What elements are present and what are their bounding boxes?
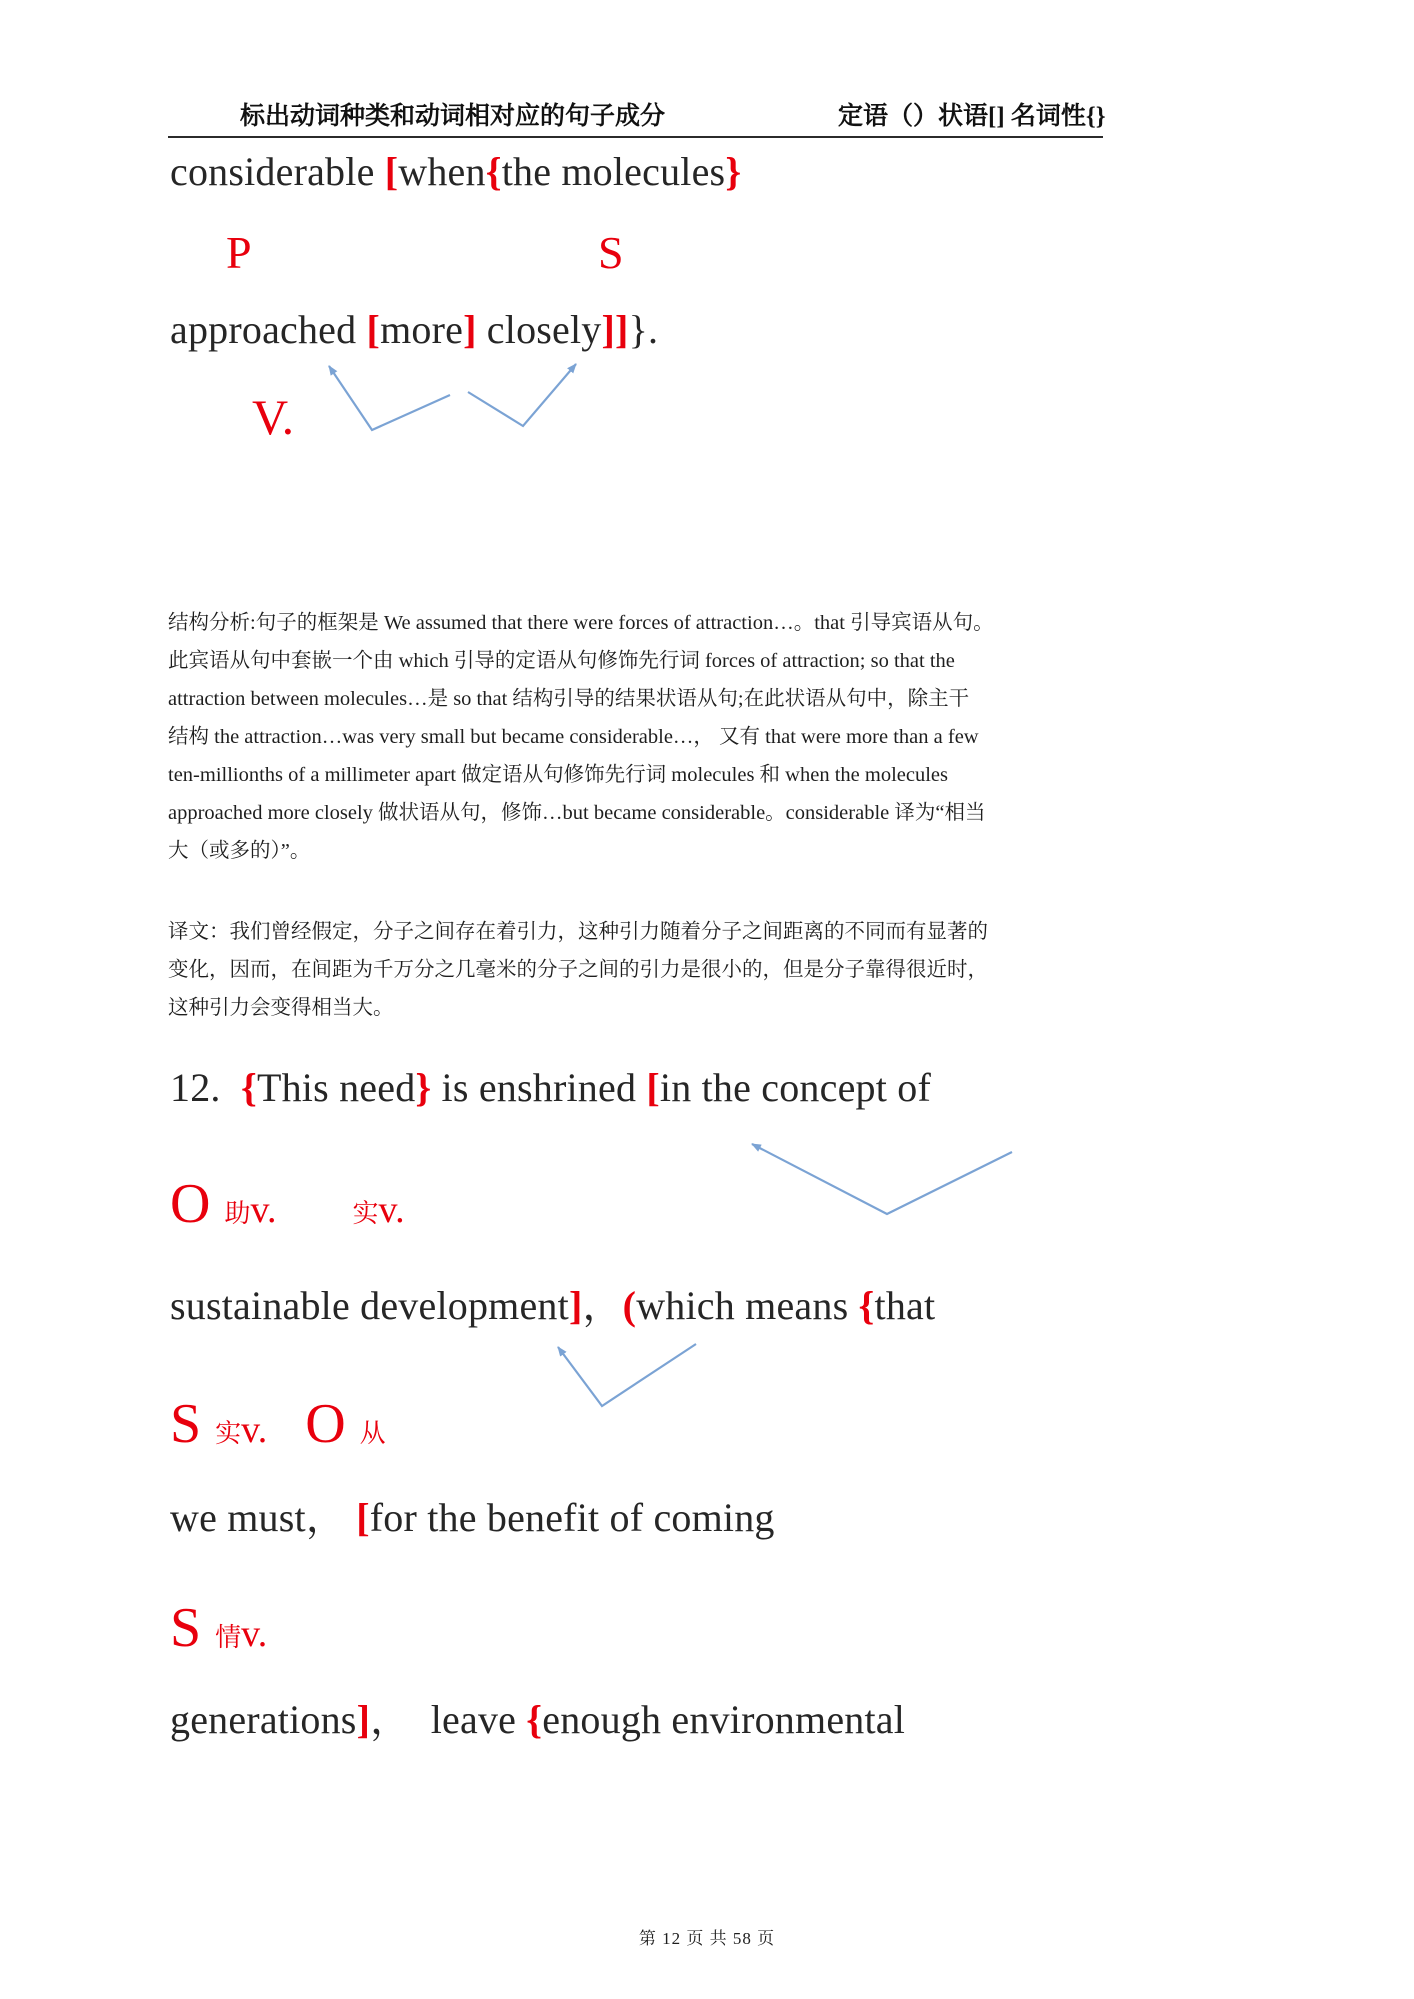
text-segment: ] — [356, 1697, 371, 1742]
text-segment: for the benefit of coming — [369, 1495, 775, 1540]
verb-label: V. — [252, 389, 295, 445]
text-segment: } — [415, 1065, 432, 1110]
header-underline — [168, 136, 1103, 138]
sentence-12-line-4 — [170, 1688, 905, 1745]
text-segment: O — [170, 1173, 225, 1235]
text-segment: approached — [170, 307, 367, 352]
sentence-12-line-2 — [170, 1274, 935, 1331]
text-segment: which means — [636, 1283, 859, 1328]
text-segment: sustainable development — [170, 1283, 569, 1328]
structure-analysis-paragraph — [168, 604, 994, 870]
header-title: 标出动词种类和动词相对应的句子成分 — [240, 103, 666, 130]
text-segment: generations — [170, 1697, 357, 1742]
text-segment: { — [241, 1065, 257, 1110]
sentence-11-line-1 — [170, 148, 741, 195]
predicate-label: P — [226, 227, 252, 278]
text-segment: [ — [366, 307, 381, 352]
text-segment: when — [398, 149, 486, 194]
text-segment: { — [858, 1283, 875, 1328]
text-line: 结构 the attraction…was very small but became considerable…， 又有 that were more than a few — [168, 726, 979, 748]
text-line: attraction between molecules…是 so that 结构引导的结果状语从句;在此状语从句中，除主干 — [168, 688, 970, 710]
text-segment: ， — [582, 1283, 623, 1328]
sentence-12-labels-row-2 — [170, 1392, 386, 1456]
text-segment: S — [170, 1393, 216, 1455]
arrow-to-development-icon — [558, 1344, 696, 1406]
text-line: 这种引力会变得相当大。 — [168, 997, 394, 1019]
text-segment: O — [305, 1393, 360, 1455]
text-segment: v. — [241, 1613, 268, 1655]
sentence-12-labels-row-1 — [170, 1172, 405, 1236]
text-segment: 实 — [215, 1419, 242, 1448]
text-segment: 从 — [359, 1419, 386, 1448]
text-line: 结构分析:句子的框架是 We assumed that there were forces of attraction…。that 引导宾语从句。 — [168, 612, 994, 634]
text-line: 大（或多的）”。 — [168, 840, 311, 862]
text-line: 变化，因而，在间距为千万分之几毫米的分子之间的引力是很小的，但是分子靠得很近时， — [168, 959, 988, 981]
text-segment: 助 — [224, 1199, 251, 1228]
text-segment: ， — [370, 1697, 431, 1742]
text-segment: 12. — [170, 1065, 241, 1110]
sentence-11-line-2 — [170, 306, 658, 353]
sentence-12-line-1 — [170, 1064, 931, 1111]
text-segment: [ — [646, 1065, 660, 1110]
text-segment: ]] — [601, 307, 629, 352]
text-segment: the molecules — [501, 149, 726, 194]
arrow-to-approached-icon — [329, 366, 450, 430]
text-segment: v. — [241, 1409, 268, 1451]
page-number: 第 12 页 共 58 页 — [638, 1929, 776, 1948]
text-segment: [ — [356, 1495, 370, 1540]
text-segment: 实 — [352, 1199, 379, 1228]
text-segment: closely — [476, 307, 602, 352]
text-segment: ( — [622, 1283, 637, 1328]
text-segment: } — [725, 149, 742, 194]
text-segment: that — [874, 1283, 936, 1328]
text-segment: enough environmental — [542, 1697, 906, 1742]
text-segment — [267, 1409, 305, 1451]
text-line: ten-millionths of a millimeter apart 做定语从句修饰先行词 molecules 和 when the molecules — [168, 764, 948, 786]
arrow-to-enshrined-icon — [752, 1144, 1012, 1214]
text-segment: S — [170, 1597, 216, 1659]
header-legend: 定语（）状语[] 名词性{} — [838, 103, 1106, 130]
text-segment: }. — [628, 307, 659, 352]
text-segment: { — [526, 1697, 543, 1742]
text-segment — [277, 1189, 353, 1231]
text-segment: [ — [384, 149, 399, 194]
sentence-12-line-3 — [170, 1486, 775, 1543]
text-segment: more — [380, 307, 464, 352]
text-segment: v. — [378, 1189, 405, 1231]
arrow-to-closely-icon — [468, 364, 576, 426]
text-segment: This need — [256, 1065, 416, 1110]
text-segment: considerable — [170, 149, 385, 194]
text-line: 此宾语从句中套嵌一个由 which 引导的定语从句修饰先行词 forces of attraction; so that the — [168, 650, 955, 672]
text-segment: in the concept of — [659, 1065, 931, 1110]
translation-paragraph — [168, 914, 988, 1028]
text-line: approached more closely 做状语从句，修饰…but became considerable。considerable 译为“相当 — [168, 802, 986, 824]
text-segment: ] — [568, 1283, 583, 1328]
subject-label: S — [598, 227, 624, 278]
sentence-12-labels-row-3 — [170, 1596, 267, 1660]
text-segment: we must， — [170, 1495, 357, 1540]
text-segment: ] — [463, 307, 477, 352]
text-segment: leave — [430, 1697, 527, 1742]
text-segment: is enshrined — [431, 1065, 647, 1110]
text-segment: v. — [250, 1189, 277, 1231]
text-segment: 情 — [215, 1623, 242, 1652]
text-line: 译文：我们曾经假定，分子之间存在着引力，这种引力随着分子之间距离的不同而有显著的 — [168, 921, 988, 943]
text-segment: { — [485, 149, 502, 194]
